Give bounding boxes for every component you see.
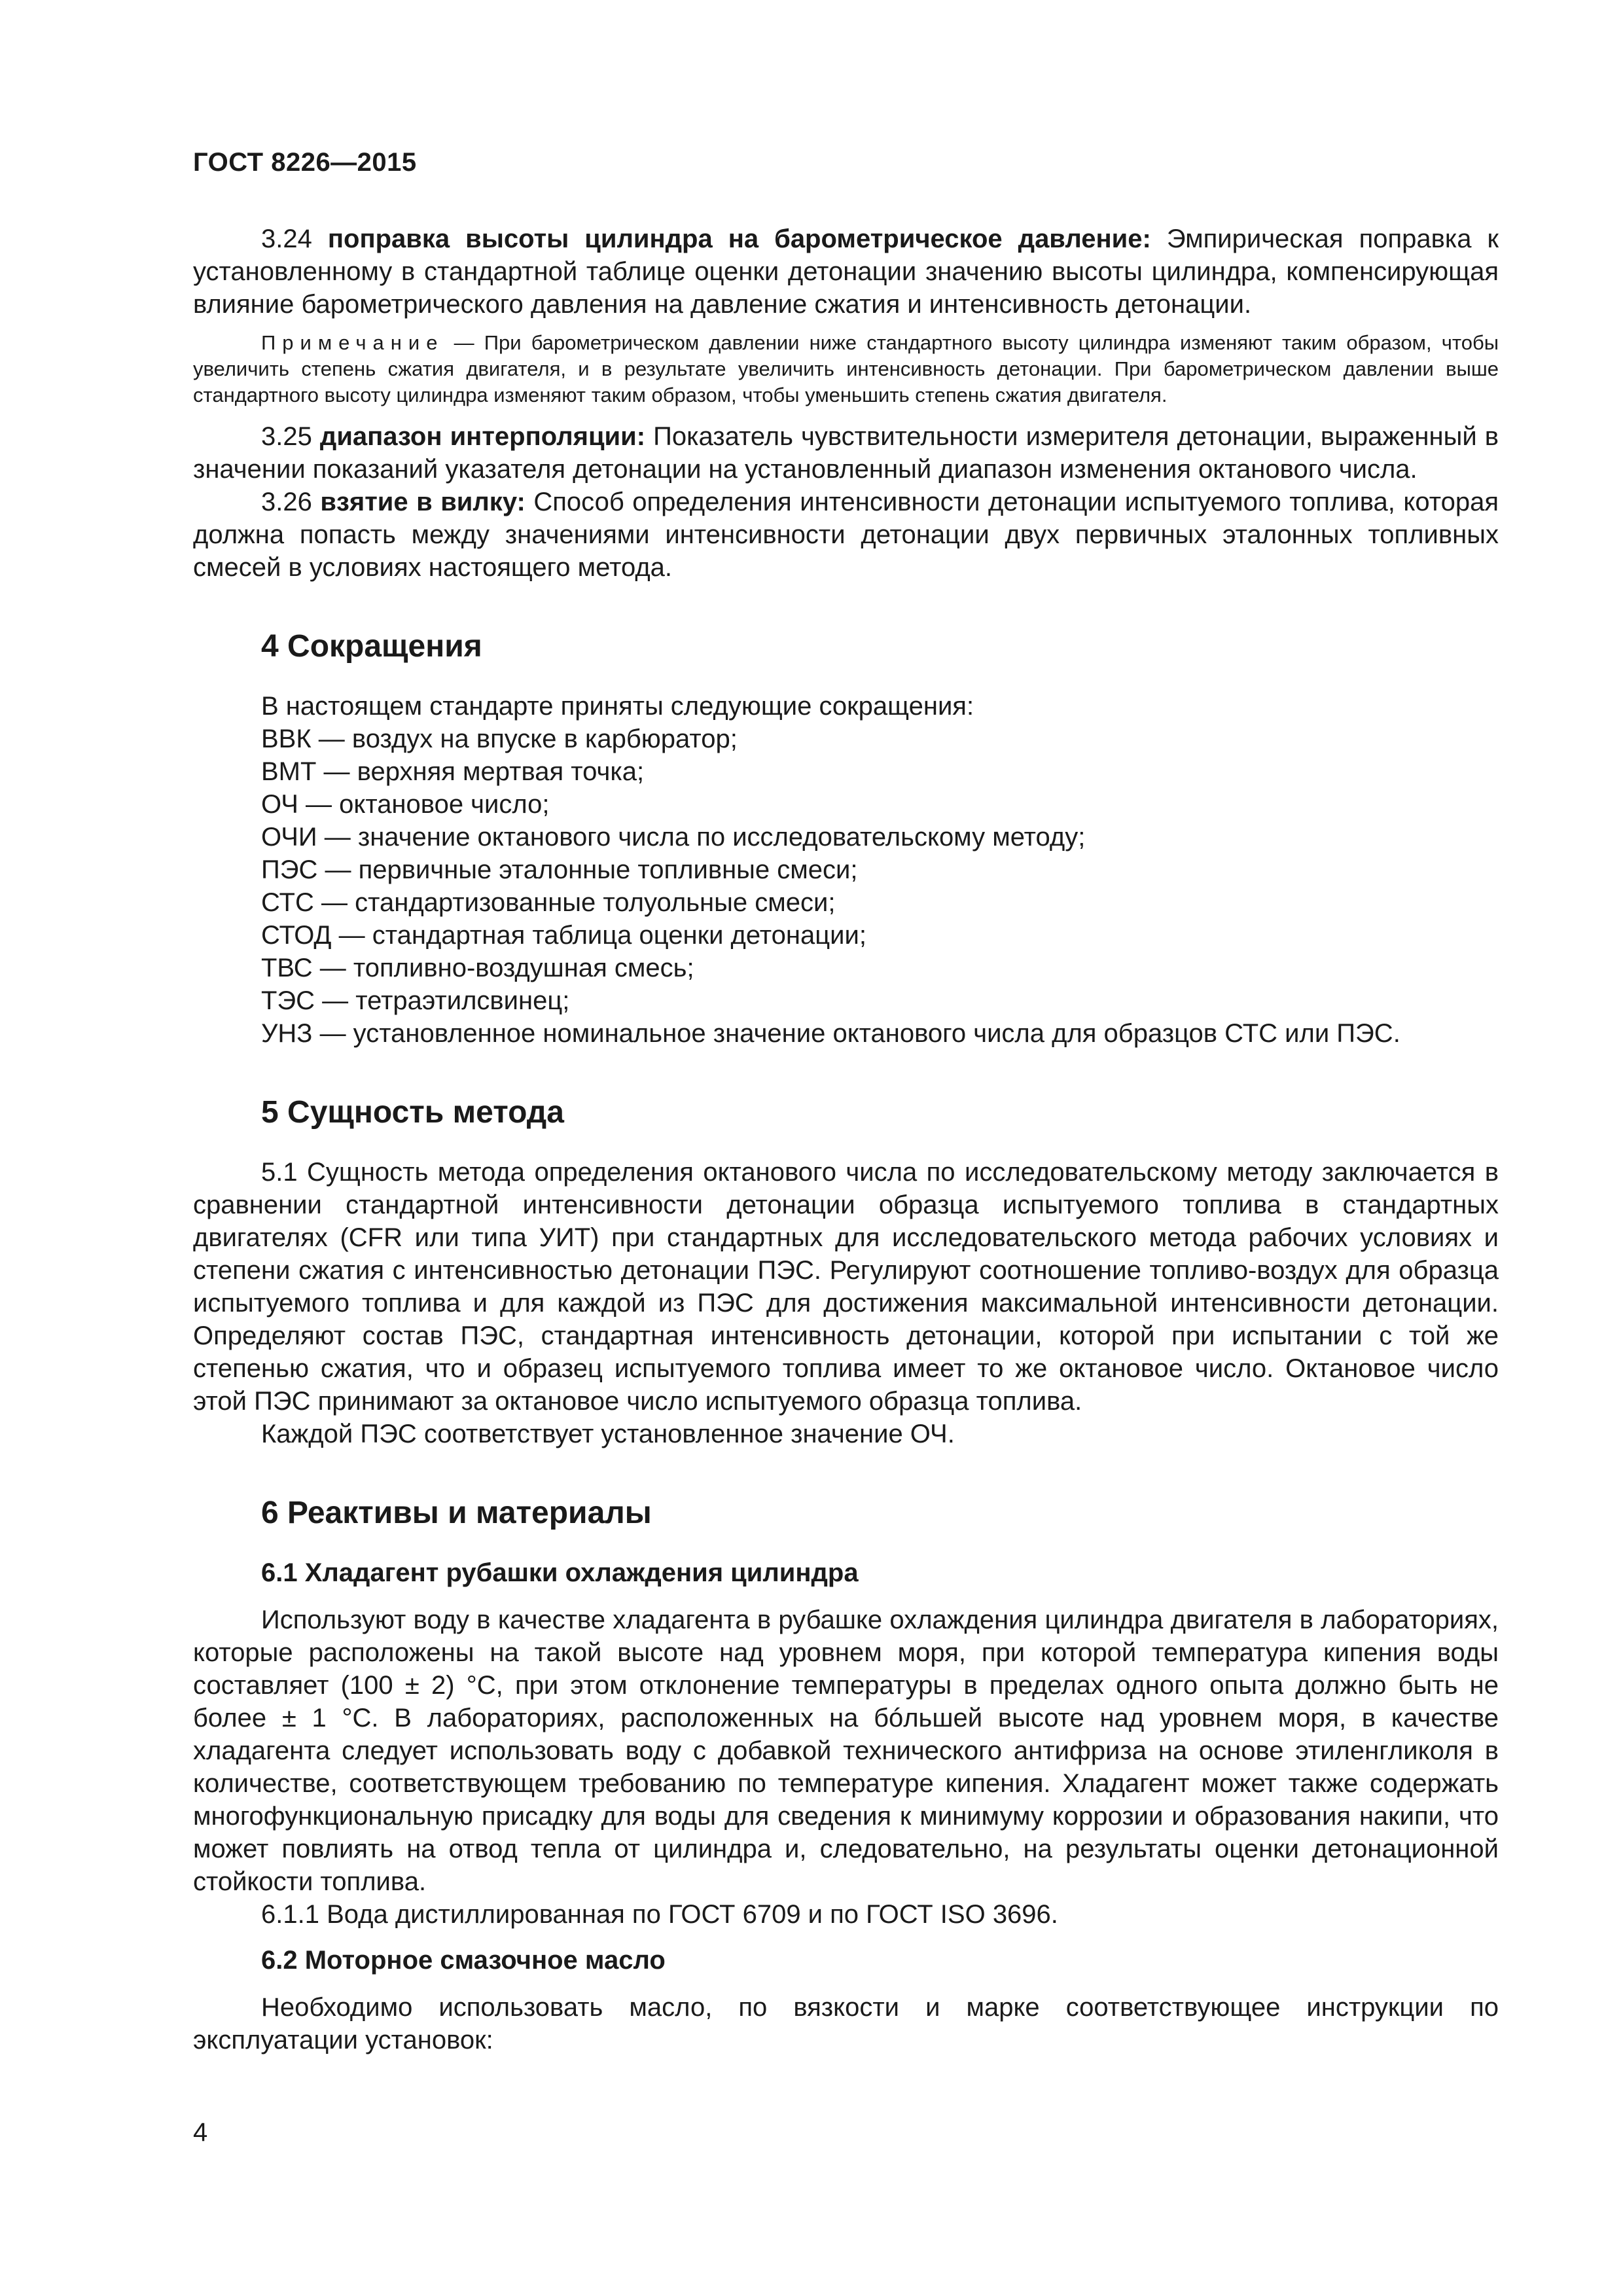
term-3-26 [193,486,1499,584]
note [193,330,1499,408]
abbreviation-item: СТС — стандартизованные толуольные смеси; [261,888,836,917]
note-text: — При барометрическом давлении ниже стандартного высоту цилиндра изменяют таким образом, чтобы увеличить степень сжатия двигателя, и в результате увеличить интенсивность детонации. При барометрическом давлении выше стандартного высоту цилиндра изменяют таким образом, чтобы уменьшить степень сжатия двигателя. [193,331,1499,406]
abbreviation-item: ВВК — воздух на впуске в карбюратор; [261,725,738,753]
abbreviation-item: ВМТ — верхняя мертвая точка; [261,757,645,786]
note-label: Примечание [261,331,444,354]
subsection-6-1-heading: 6.1 Хладагент рубашки охлаждения цилиндра [261,1558,859,1587]
term-name: поправка высоты цилиндра на барометрическое давление: [327,224,1151,253]
abbreviation-item: ТЭС — тетраэтилсвинец; [261,986,570,1015]
paragraph-6-1: Используют воду в качестве хладагента в рубашке охлаждения цилиндра двигателя в лабораториях, которые расположены на такой высоте над уровнем моря, при которой температура кипения воды составляет (100 ± 2) °С, при этом отклонение температуры в пределах одного опыта должно быть не более ± 1 °С. В лабораториях, расположенных на бóльшей высоте над уровнем моря, в качестве хладагента следует использовать воду с добавкой технического антифриза на основе этиленгликоля в количестве, соответствующем требованию по температуре кипения. Хладагент может также содержать многофункциональную присадку для воды для сведения к минимуму коррозии и образования накипи, что может повлиять на отвод тепла от цилиндра и, следовательно, на результаты оценки детонационной стойкости топлива. [193,1605,1499,1896]
term-number: 3.24 [261,224,312,253]
term-number: 3.25 [261,422,312,451]
term-name: взятие в вилку: [320,488,526,516]
abbreviation-item: СТОД — стандартная таблица оценки детонации; [261,921,866,950]
abbreviation-item: ОЧ — октановое число; [261,790,550,819]
term-definition: Эмпирическая поправка к установленному в стандартной таблице оценки детонации значению высоты цилиндра, компенсирующая влияние барометрического давления на давление сжатия и интенсивность детонации. [193,224,1499,319]
abbreviation-item: УНЗ — установленное номинальное значение октанового числа для образцов СТС или ПЭС. [261,1019,1400,1048]
paragraph-6-2: Необходимо использовать масло, по вязкости и марке соответствующее инструкции по эксплуатации установок: [193,1993,1499,2054]
term-3-25 [193,420,1499,486]
subsection-6-2-heading: 6.2 Моторное смазочное масло [261,1946,666,1975]
document-code: ГОСТ 8226—2015 [193,148,417,177]
term-number: 3.26 [261,488,312,516]
term-definition: Способ определения интенсивности детонации испытуемого топлива, которая должна попасть между значениями интенсивности детонации двух первичных эталонных топливных смесей в условиях настоящего метода. [193,488,1499,582]
paragraph-6-1-1: 6.1.1 Вода дистиллированная по ГОСТ 6709 и по ГОСТ ISO 3696. [261,1900,1058,1929]
term-definition: Показатель чувствительности измерителя детонации, выраженный в значении показаний указателя детонации на установленный диапазон изменения октанового числа. [193,422,1499,484]
abbreviations-intro: В настоящем стандарте приняты следующие сокращения: [261,692,974,721]
term-3-24 [193,223,1499,321]
page-number: 4 [193,2118,208,2147]
document-body [193,223,1499,2056]
section-6-heading: 6 Реактивы и материалы [261,1496,652,1530]
abbreviation-item: ТВС — топливно-воздушная смесь; [261,954,694,982]
term-name: диапазон интерполяции: [319,422,646,451]
abbreviation-item: ПЭС — первичные эталонные топливные смеси; [261,855,858,884]
section-4-heading: 4 Сокращения [261,629,482,664]
section-5-heading: 5 Сущность метода [261,1095,564,1130]
abbreviation-item: ОЧИ — значение октанового числа по исследовательскому методу; [261,823,1086,852]
paragraph-5-1: 5.1 Сущность метода определения октанового числа по исследовательскому методу заключается в сравнении стандартной интенсивности детонации образца испытуемого топлива в стандартных двигателях (CFR или типа УИТ) при стандартных для исследовательского метода рабочих условиях и степени сжатия с интенсивностью детонации ПЭС. Регулируют соотношение топливо-воздух для образца испытуемого топлива и для каждой из ПЭС для достижения максимальной интенсивности детонации. Определяют состав ПЭС, стандартная интенсивность детонации, которой при испытании с той же степенью сжатия, что и образец испытуемого топлива имеет то же октановое число. Октановое число этой ПЭС принимают за октановое число испытуемого образца топлива. [193,1158,1499,1416]
paragraph-5-1-cont: Каждой ПЭС соответствует установленное значение ОЧ. [261,1420,955,1448]
